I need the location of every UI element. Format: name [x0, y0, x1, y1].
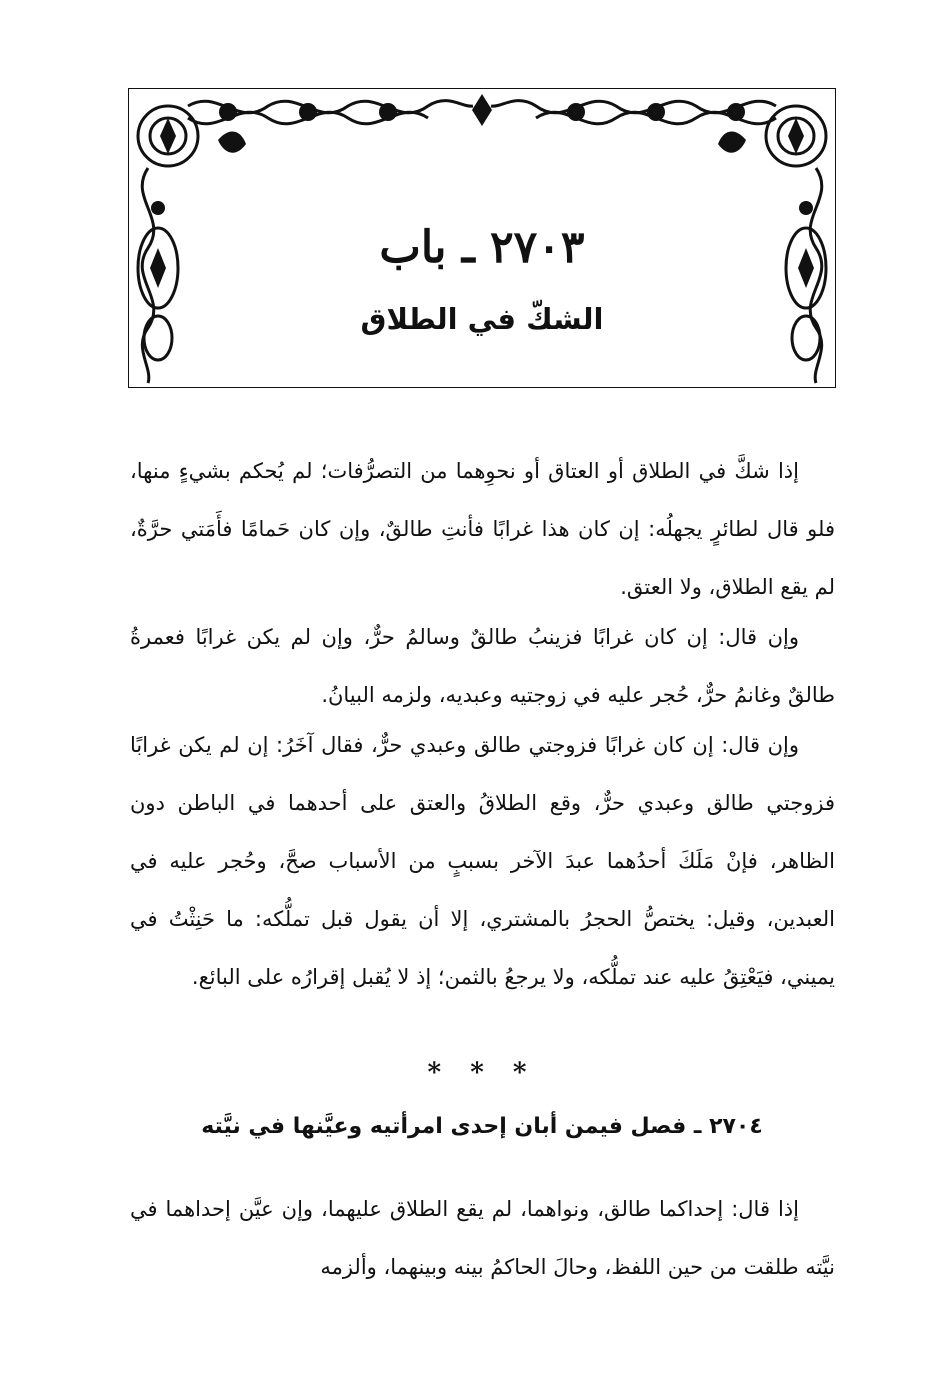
section-title: ٢٧٠٤ ـ فصل فيمن أبان إحدى امرأتيه وعيَّنها في نيَّته — [201, 1114, 763, 1139]
paragraph-1-text: إذا شكَّ في الطلاق أو العتاق أو نحوِهما من التصرُّفات؛ لم يُحكم بشيءٍ منها، فلو قال لطائرٍ يجهلُه: إن كان هذا غرابًا فأنتِ طالقٌ، وإن كان حَمامًا فأَمَتي حرَّةٌ، لم يقع الطلاق، ولا العتق. — [130, 459, 835, 599]
bab-title: ٢٧٠٣ ـ باب — [379, 222, 585, 273]
paragraph-1 — [130, 442, 835, 616]
section-separator: * * * — [427, 1058, 537, 1088]
paragraph-4-text: إذا قال: إحداكما طالق، ونواهما، لم يقع الطلاق عليهما، وإن عيَّن إحداهما في نيَّته طلقت من حين اللفظ، وحالَ الحاكمُ بينه وبينهما، وألزمه — [130, 1197, 835, 1279]
paragraph-2-text: وإن قال: إن كان غرابًا فزينبُ طالقٌ وسالمُ حرٌّ، وإن لم يكن غرابًا فعمرةُ طالقٌ وغانمُ حرٌّ، حُجر عليه في زوجتيه وعبديه، ولزمه البيانُ. — [130, 625, 835, 707]
bab-subtitle: الشكّ في الطلاق — [360, 302, 604, 336]
paragraph-3-text: وإن قال: إن كان غرابًا فزوجتي طالق وعبدي حرٌّ، فقال آخَرُ: إن لم يكن غرابًا فزوجتي طالق وعبدي حرٌّ، وقع الطلاقُ والعتق على أحدهما في الباطن دون الظاهر، فإنْ مَلَكَ أحدُهما عبدَ الآخر بسببٍ من الأسباب صحَّ، وحُجر عليه في العبدين، وقيل: يختصُّ الحجرُ بالمشتري، إلا أن يقول قبل تملُّكه: ما حَنِثْتُ في يميني، فيَعْتِقُ عليه عند تملُّكه، ولا يرجعُ بالثمن؛ إذ لا يُقبل إقرارُه على البائع. — [130, 733, 835, 989]
paragraph-2 — [130, 608, 835, 724]
paragraph-3 — [130, 716, 835, 1006]
paragraph-4 — [130, 1180, 835, 1296]
